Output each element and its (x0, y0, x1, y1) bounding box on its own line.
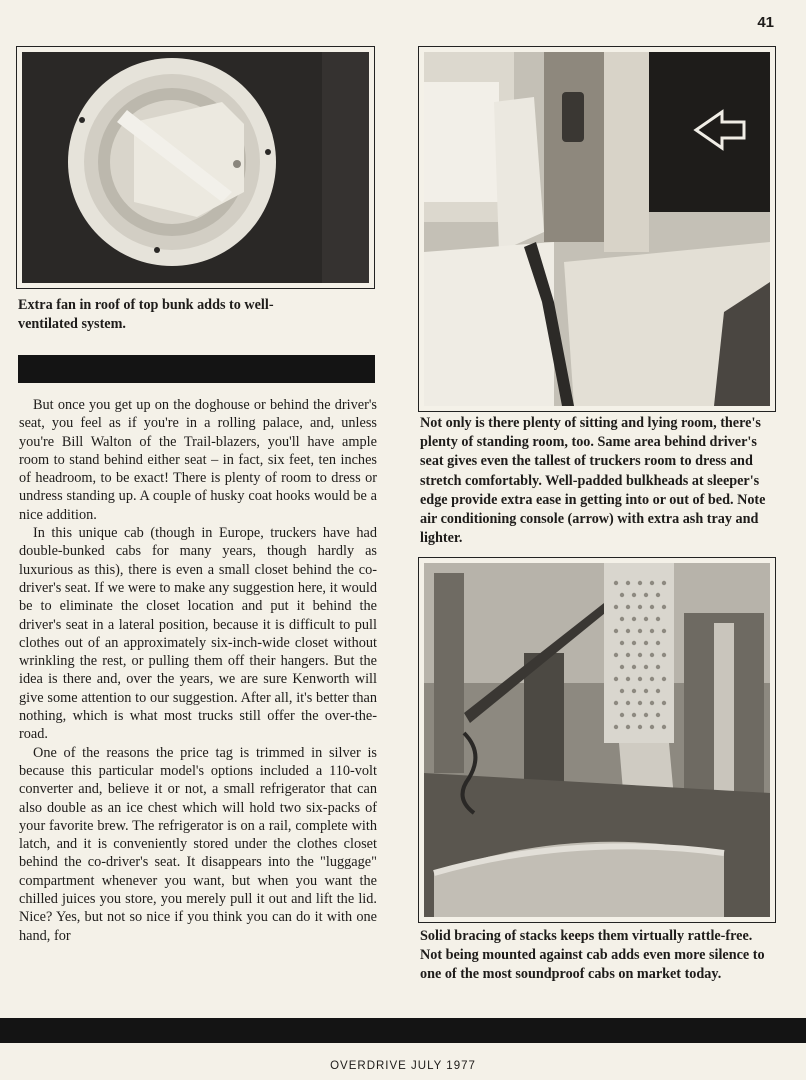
bottom-bar (0, 1018, 806, 1043)
section-header-bar (18, 355, 375, 383)
page-footer: OVERDRIVE JULY 1977 (330, 1060, 476, 1072)
exhaust-stacks-photo (418, 557, 776, 923)
article-paragraph: But once you get up on the doghouse or behind the driver's seat, you feel as if you're in a rolling palace, and, unless you're Bill Walton of the Trail-blazers, you'll have ample room to stand behind either seat – in fact, six feet, ten inches of headroom, to be exact! There is plenty of room to dress or undress standing up. A couple of husky coat hooks would be a nice addition. (19, 397, 377, 523)
sleeper-interior-photo (418, 46, 776, 412)
roof-fan-photo (16, 46, 375, 289)
article-paragraph: One of the reasons the price tag is trimmed in silver is because this particular model's options included a 110-volt converter and, believe it or not, a small refrigerator that can also double as an ice chest which will hold two six-packs of your favorite brew. The refrigerator is on a rail, complete with latch, and it is conveniently stored under the clothes closet behind the co-driver's seat. It disappears into the "luggage" compartment whenever you want, but when you want the chilled juices you store, you merely pull it out and lift the lid. Nice? Yes, but not so nice if you think you can do it with one hand, for (19, 744, 377, 944)
roof-fan-caption: Extra fan in roof of top bunk adds to well-ventilated system. (18, 297, 274, 333)
article-body (19, 396, 377, 945)
article-paragraph: In this unique cab (though in Europe, truckers have had double-bunked cabs for many years, though hardly as luxurious as this), there is even a small closet behind the co-driver's seat. If we were to make any suggestion here, it would be to eliminate the closet location and put it behind the driver's seat in a lateral position, because it is difficult to pull clothes out of an approximately six-inch-wide closet without wrinkling the rest, or pulling them off their hangers. But the idea is there and, over the years, we are sure Kenworth will give some attention to our suggestion. After all, it's better than nothing, which is what most trucks still offer the over-the-road. (19, 525, 377, 743)
page-number: 41 (757, 14, 774, 31)
sleeper-interior-caption: Not only is there plenty of sitting and lying room, there's plenty of standing room, too. Same area behind driver's seat gives even the tallest of truckers room to dress and stretch comfortably. Well-padded bulkheads at sleeper's edge provide extra ease in getting into or out of bed. Note air conditioning console (arrow) with extra ash tray and lighter. (420, 415, 766, 547)
exhaust-stacks-caption: Solid bracing of stacks keeps them virtually rattle-free. Not being mounted against cab adds even more silence to one of the most soundproof cabs on market today. (420, 928, 765, 983)
